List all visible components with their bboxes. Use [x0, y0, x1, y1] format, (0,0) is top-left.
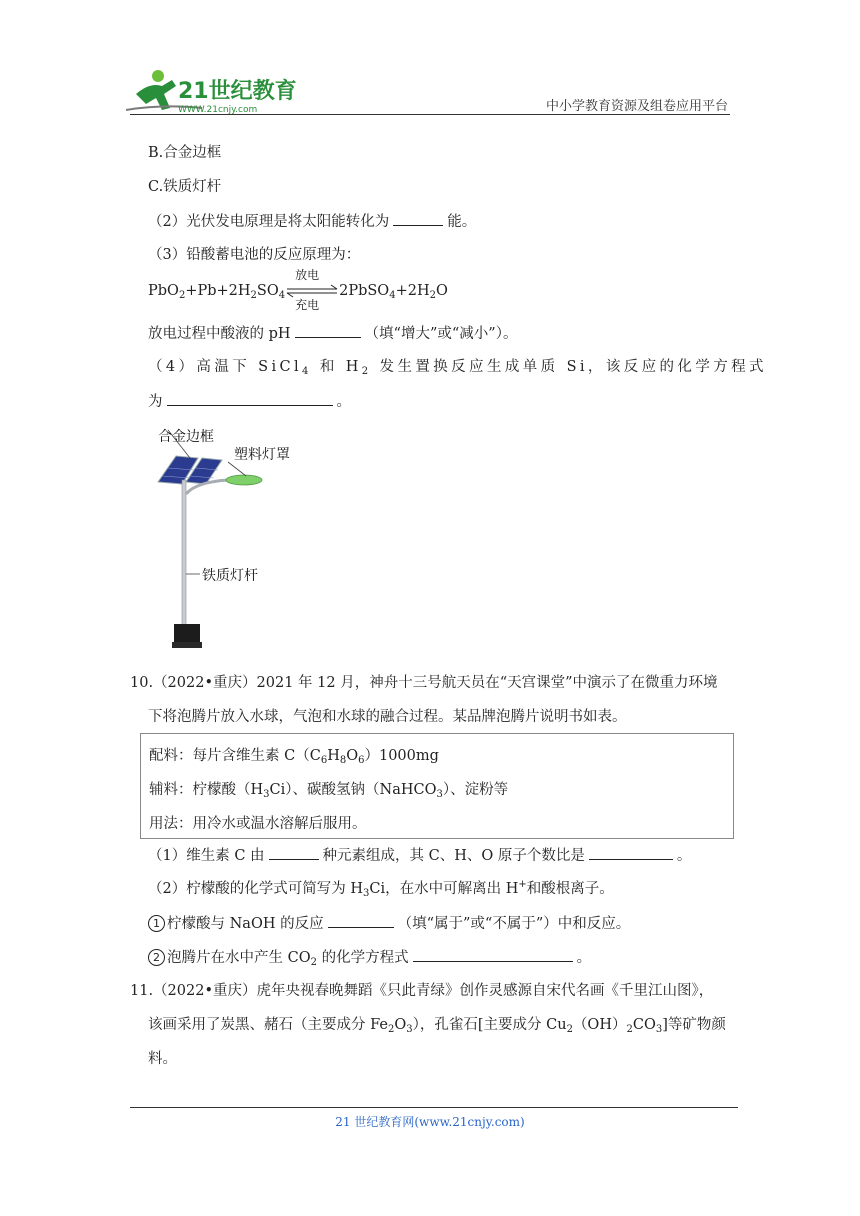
footer-divider [130, 1107, 738, 1108]
q10-sub1 [148, 845, 691, 866]
label-alloy-frame: 合金边框 [158, 429, 214, 445]
q11-line2-d: CO [632, 1017, 656, 1033]
q9-part4-period: 。 [336, 394, 351, 410]
logo-url: WWW.21cnjy.com [178, 105, 258, 115]
circled-number-icon: 1 [148, 915, 165, 932]
header-divider [130, 114, 730, 115]
q10-sub1-b: 种元素组成，其 C、H、O 原子个数比是 [322, 848, 585, 864]
excipients-text: 辅料：柠檬酸（H [149, 782, 264, 798]
q10-line1: 10.（2022•重庆）2021 年 12 月，神舟十三号航天员在“天宫课堂”中演示了在微重力环境 [130, 675, 718, 691]
q10-sub2-b: Ci，在水中可解离出 H [369, 881, 519, 897]
label-iron-pole: 铁质灯杆 [202, 568, 258, 584]
logo [122, 64, 297, 116]
solar-street-lamp-figure [148, 424, 318, 659]
q9-part4-b: 和 H [311, 359, 362, 375]
q10-sub2-a: （2）柠檬酸的化学式可简写为 H [148, 881, 363, 897]
circled-number-icon: 2 [148, 949, 165, 966]
q10-sub3 [148, 913, 630, 934]
excipients-text-3: ）、淀粉等 [442, 782, 509, 798]
ingredients-text: 配料：每片含维生素 C（C [149, 748, 321, 764]
q10-sub4: 2 泡腾片在水中产生 $CO_2$ 的化学方程式 。 [148, 947, 591, 968]
q9-part4-c: 发生置换反应生成单质 Si，该反应的化学方程式 [371, 359, 767, 375]
q9-part3: （3）铅酸蓄电池的反应原理为： [148, 247, 361, 263]
answer-blank[interactable] [269, 845, 319, 860]
q10-sub2-c: 和酸根离子。 [526, 881, 614, 897]
instruction-table [140, 733, 734, 839]
q11-line2-c: （OH） [572, 1017, 627, 1033]
arrow-top-label: 放电 [295, 268, 320, 282]
ingredients-amount: ）1000mg [364, 748, 439, 764]
q10-sub1-c: 。 [676, 848, 692, 864]
arrow-bottom-label: 充电 [295, 298, 320, 312]
q11-line1: 11.（2022•重庆）虎年央视春晚舞蹈《只此青绿》创作灵感源自宋代名画《千里江山图》， [130, 983, 714, 999]
q10-sub1-a: （1）维生素 C 由 [148, 848, 265, 864]
footer-link[interactable]: 21 世纪教育网(www.21cnjy.com) [335, 1115, 525, 1129]
q9-part2-text: （2）光伏发电原理是将太阳能转化为 [148, 214, 390, 230]
eq-right: 2PbSO [339, 283, 390, 299]
reversible-arrow [285, 268, 339, 312]
ingredients-row: 配料：每片含维生素 $C(C_6H_8O_6)1000mg$ [149, 748, 439, 766]
excipients-row: 辅料：柠檬酸$(H_3Ci)$、碳酸氢钠（NaHCO$_3$）、淀粉等 [149, 782, 509, 800]
answer-blank[interactable] [328, 913, 394, 928]
q10-sub4-c: 。 [576, 950, 592, 966]
q10-sub4-b: 的化学方程式 [316, 950, 409, 966]
option-b: B.合金边框 [148, 145, 222, 161]
q9-part4-for: 为 [148, 394, 163, 410]
q9-ph-tail: （填“增大”或“减小”）。 [364, 326, 518, 342]
logo-text: 21世纪教育 [178, 79, 297, 104]
q10-sub3-b: （填“属于”或“不属于”）中和反应。 [397, 916, 631, 932]
q11-line2-b: ），孔雀石[主要成分 Cu [412, 1017, 567, 1033]
reaction-equation: $PbO_2+Pb+2H_2SO_4$ 放电 充电 $2PbSO_4+2H_2O$ [148, 281, 448, 301]
q9-part4-line2 [148, 391, 351, 412]
answer-blank[interactable] [413, 947, 573, 962]
excipients-text-2: Ci）、碳酸氢钠（NaHCO [269, 782, 437, 798]
answer-blank[interactable] [167, 391, 333, 406]
q9-part2-tail: 能。 [447, 214, 477, 230]
q9-part2 [148, 211, 476, 232]
answer-blank[interactable] [589, 845, 673, 860]
answer-blank[interactable] [393, 211, 443, 226]
label-plastic-shade: 塑料灯罩 [234, 447, 290, 463]
street-lamp-illustration [148, 424, 318, 659]
answer-blank[interactable] [295, 323, 361, 338]
q10-line2: 下将泡腾片放入水球，气泡和水球的融合过程。某品牌泡腾片说明书如表。 [148, 709, 627, 725]
eq-left: PbO [148, 283, 179, 299]
q9-part4: （4）高温下 SiCl$_4$ 和 $H_2$ 发生置换反应生成单质 Si，该反应的化学方程式 [148, 359, 767, 377]
q11-line2-e: ]等矿物颜 [662, 1017, 726, 1033]
option-c: C.铁质灯杆 [148, 179, 222, 195]
q10-sub2: （2）柠檬酸的化学式可简写为 $H_3Ci$，在水中可解离出 H+和酸根离子。 [148, 879, 614, 899]
platform-name: 中小学教育资源及组卷应用平台 [545, 99, 728, 114]
q9-ph-text: 放电过程中酸液的 pH [148, 326, 291, 342]
q10-sub4-a: 泡腾片在水中产生 CO [167, 950, 311, 966]
q11-line2: 该画采用了炭黑、赭石（主要成分 $Fe_2O_3$），孔雀石[主要成分 $Cu_2(OH)_2CO_3$]等矿物颜 [148, 1017, 726, 1035]
page-header [0, 0, 860, 120]
q11-line3: 料。 [148, 1051, 177, 1067]
q10-sub3-a: 柠檬酸与 NaOH 的反应 [167, 916, 324, 932]
usage-row: 用法：用冷水或温水溶解后服用。 [149, 816, 367, 832]
q11-line2-a: 该画采用了炭黑、赭石（主要成分 Fe [148, 1017, 388, 1033]
q9-ph [148, 323, 517, 344]
q9-part4-a: （4）高温下 SiCl [148, 359, 303, 375]
